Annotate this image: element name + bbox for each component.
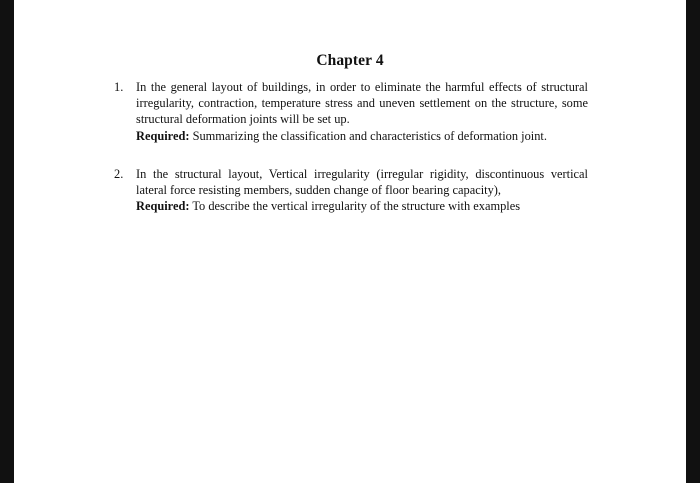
required-label: Required: — [136, 128, 190, 143]
question-item — [114, 79, 588, 144]
chapter-title: Chapter 4 — [316, 52, 384, 69]
required-text: To describe the vertical irregularity of the structure with examples — [189, 199, 521, 214]
question-body — [136, 79, 588, 144]
question-text: In the general layout of buildings, in order to eliminate the harmful effects of structural irregularity, contraction, temperature stress and uneven settlement on the structure, some structural deformation joints will be set up. — [136, 80, 588, 127]
question-body — [136, 166, 588, 215]
question-item — [114, 166, 588, 215]
question-text: In the structural layout, Vertical irregularity (irregular rigidity, discontinuous vertical lateral force resisting members, sudden change of floor bearing capacity), — [136, 167, 588, 198]
document-page — [14, 0, 686, 483]
question-number: 1. — [114, 80, 124, 94]
required-text: Summarizing the classification and characteristics of deformation joint. — [189, 128, 547, 143]
required-label: Required: — [136, 199, 190, 214]
question-number: 2. — [114, 167, 124, 181]
